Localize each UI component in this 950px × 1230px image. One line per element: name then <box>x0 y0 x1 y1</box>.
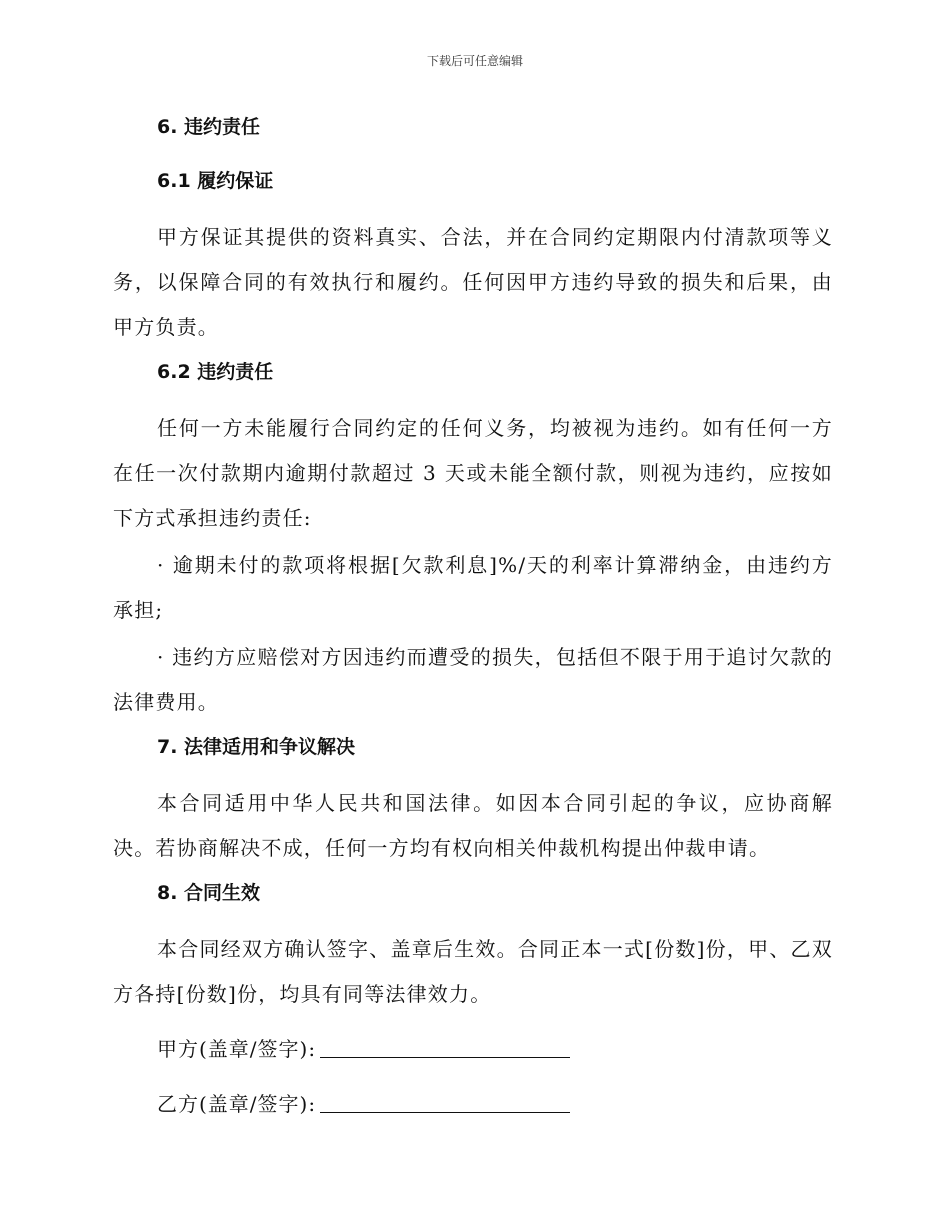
section-7-paragraph: 本合同适用中华人民共和国法律。如因本合同引起的争议，应协商解决。若协商解决不成，任何一方均有权向相关仲裁机构提出仲裁申请。 <box>113 791 833 860</box>
party-b-signature-blank <box>320 1092 570 1113</box>
party-b-signature-line <box>113 1082 833 1127</box>
page-header: 下载后可任意编辑 <box>426 54 523 68</box>
section-6-title: 6. 违约责任 <box>157 116 261 138</box>
section-6-2-title: 6.2 违约责任 <box>157 361 274 383</box>
damages-bullet: · 违约方应赔偿对方因违约而遭受的损失，包括但不限于用于追讨欠款的法律费用。 <box>113 645 833 714</box>
section-8-paragraph: 本合同经双方确认签字、盖章后生效。合同正本一式[份数]份，甲、乙双方各持[份数]份，均具有同等法律效力。 <box>113 937 833 1006</box>
late-fee-bullet: · 逾期未付的款项将根据[欠款利息]%/天的利率计算滞纳金，由违约方承担; <box>113 553 833 622</box>
section-8-title: 8. 合同生效 <box>157 882 261 904</box>
party-b-signature-label: 乙方(盖章/签字): <box>157 1092 317 1116</box>
section-6-2-paragraph: 任何一方未能履行合同约定的任何义务，均被视为违约。如有任何一方在任一次付款期内逾期付款超过 3 天或未能全额付款，则视为违约，应按如下方式承担违约责任: <box>113 416 833 530</box>
party-a-signature-blank <box>320 1037 570 1058</box>
party-a-signature-line <box>113 1027 833 1072</box>
section-6-1-paragraph: 甲方保证其提供的资料真实、合法，并在合同约定期限内付清款项等义务，以保障合同的有效执行和履约。任何因甲方违约导致的损失和后果，由甲方负责。 <box>113 225 833 339</box>
party-a-signature-label: 甲方(盖章/签字): <box>157 1037 317 1061</box>
document-body <box>113 107 833 1127</box>
section-7-title: 7. 法律适用和争议解决 <box>157 736 356 758</box>
section-6-1-title: 6.1 履约保证 <box>157 170 274 192</box>
